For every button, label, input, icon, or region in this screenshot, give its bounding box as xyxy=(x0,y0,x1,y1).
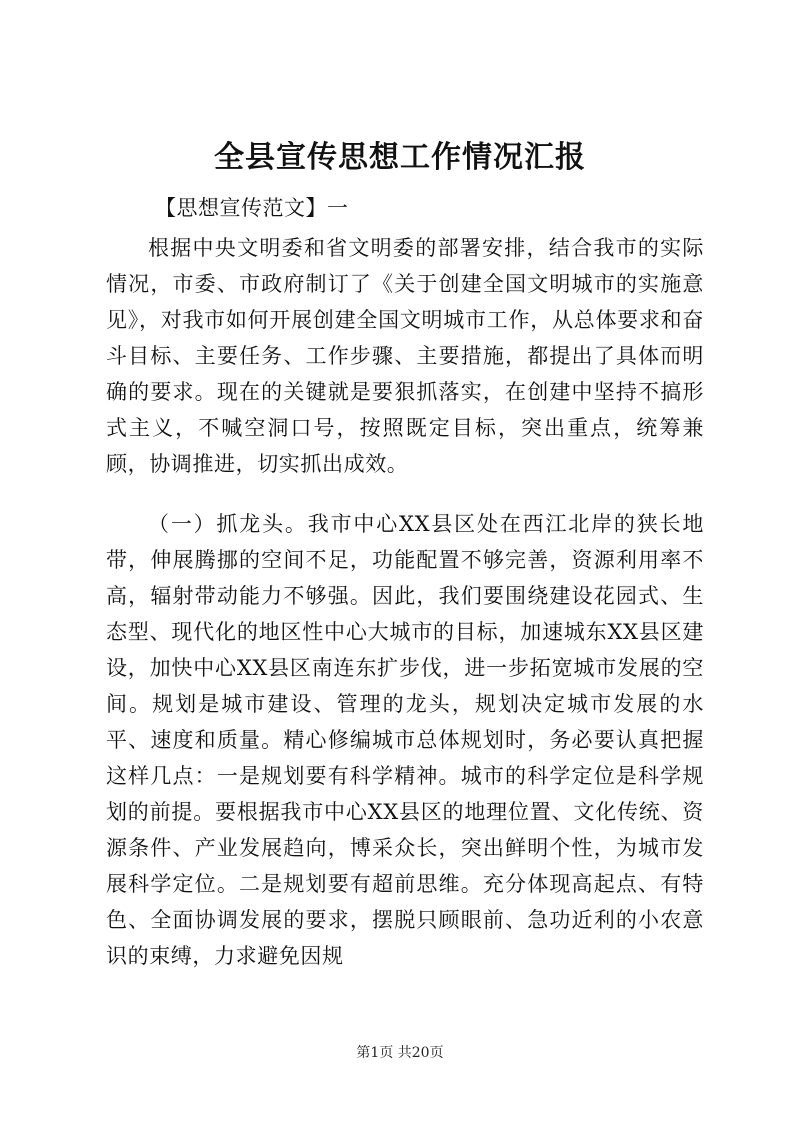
section-label: 【思想宣传范文】一 xyxy=(155,196,349,220)
page-footer: 第1页 共20页 xyxy=(356,1045,444,1061)
paragraph-1: 根据中央文明委和省文明委的部署安排，结合我市的实际情况，市委、市政府制订了《关于创建全国文明城市的实施意见》，对我市如何开展创建全国文明城市工作，从总体要求和奋斗目标、主要任务、工作步骤、主要措施，都提出了具体而明确的要求。现在的关键就是要狠抓落实，在创建中坚持不搞形式主义，不喊空洞口号，按照既定目标，突出重点，统筹兼顾，协调推进，切实抓出成效。 xyxy=(106,236,704,476)
document-title: 全县宣传思想工作情况汇报 xyxy=(214,140,586,175)
paragraph-2: （一）抓龙头。我市中心XX县区处在西江北岸的狭长地带，伸展腾挪的空间不足，功能配置不够完善，资源利用率不高，辐射带动能力不够强。因此，我们要围绕建设花园式、生态型、现代化的地区性中心大城市的目标，加速城东XX县区建设，加快中心XX县区南连东扩步伐，进一步拓宽城市发展的空间。规划是城市建设、管理的龙头，规划决定城市发展的水平、速度和质量。精心修编城市总体规划时，务必要认真把握这样几点：一是规划要有科学精神。城市的科学定位是科学规划的前提。要根据我市中心XX县区的地理位置、文化传统、资源条件、产业发展趋向，博采众长，突出鲜明个性，为城市发展科学定位。二是规划要有超前思维。充分体现高起点、有特色、全面协调发展的要求，摆脱只顾眼前、急功近利的小农意识的束缚，力求避免因规 xyxy=(106,512,704,968)
